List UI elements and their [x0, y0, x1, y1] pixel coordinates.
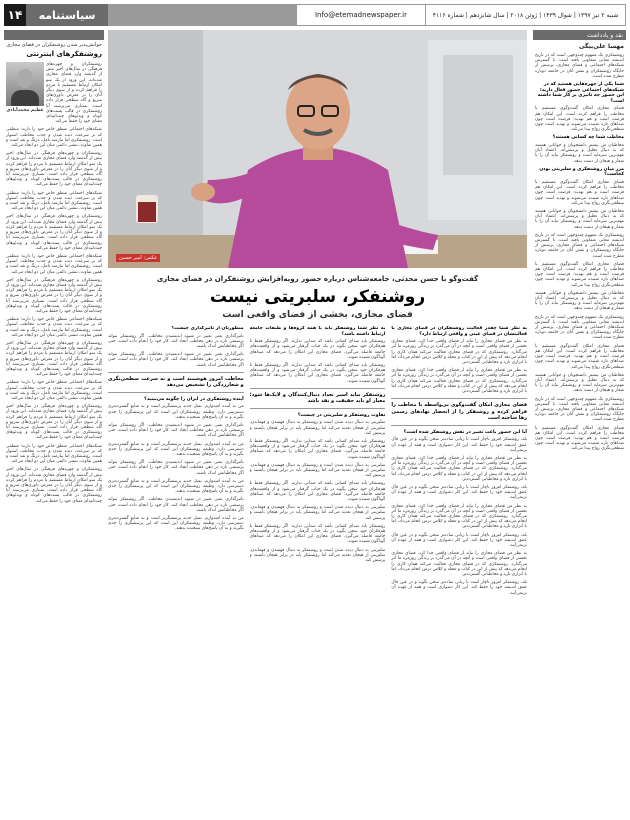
- author-photo: [6, 62, 44, 106]
- author-name: عظیم محمدآبادی: [6, 108, 44, 113]
- answer-3-cont: روشنفکر باید صدای کسانی باشد که صدایی ندارند. اگر روشنفکر فقط با هم‌فکران خود سخن بگوید در یک حباب گرفتار می‌شود و از واقعیت‌های جامعه فاصله می‌گیرد. فضای مجازی این امکان را می‌دهد که صداهای گوناگون شنیده شوند.: [249, 363, 386, 384]
- date-line: شنبه ۲ تیر ۱۳۹۷ | شوال ۱۴۳۹ | ژوئن ۲۰۱۸ | سال شانزدهم | شماره ۴۱۱۶: [426, 4, 626, 26]
- column-answer-2-repeat: مخاطبان من بیشتر دانشجویان و جوانانی هستند که به دنبال تحلیل و پرسش‌اند. اعتماد آنان مهم‌ترین سرمایه است و روشنفکر نباید آن را با شعار و هیجان از دست بدهد.: [535, 209, 624, 230]
- article-column-2: [250, 326, 386, 796]
- article-column-3: [108, 326, 244, 796]
- column-intro-repeat2: روشنفکری یک مفهوم چندوجهی است که در تاریخ اندیشه معانی متفاوتی یافته است. با گسترش شبکه‌های اجتماعی و فضای مجازی، پرسش از جایگاه روشنفکران و نقش آنان در جامعه دوباره مطرح شده است.: [535, 314, 624, 341]
- question-1: به نظر شما چقدر فعالیت روشنفکران در فضای مجازی با فعالیتشان در فضای عینی و واقعی ارتباط دارد؟: [391, 326, 527, 337]
- column-answer-1-repeat2: فضای مجازی امکان گفت‌وگوی مستقیم با مخاطب را فراهم کرده است. این امکان هم فرصت است و هم تهدید؛ فرصت است چون صداهای تازه شنیده می‌شوند و تهدید است چون سطحی‌نگری رواج پیدا می‌کند.: [535, 261, 624, 288]
- answer-2-cont6: بله، روشنفکر امروز ناچار است با زبانی ساده‌تر سخن بگوید و در عین حال عمق اندیشه خود را حفظ کند. این کار دشواری است و همه از عهده آن برنمی‌آیند.: [391, 580, 527, 596]
- side-body-2-repeat3: شبکه‌های اجتماعی منطق خاص خود را دارند؛ منطقی که بر سرعت، دیده شدن و جذب مخاطب استوار است. روشنفکری اما نیازمند تامل، درنگ و نقد است و همین تفاوت، تنشی دائمی میان این دو ایجاد می‌کند.: [6, 317, 102, 338]
- side-body-2-repeat4: شبکه‌های اجتماعی منطق خاص خود را دارند؛ منطقی که بر سرعت، دیده شدن و جذب مخاطب استوار است. روشنفکری اما نیازمند تامل، درنگ و نقد است و همین تفاوت، تنشی دائمی میان این دو ایجاد می‌کند.: [6, 380, 102, 401]
- answer-6-cont: تاثیرگذاری یعنی تغییر در شیوه اندیشیدن مخاطب. اگر روشنفکر بتواند پرسشی تازه در ذهن مخاطب ایجاد کند، کار خود را انجام داده است، حتی اگر مخاطبانش اندک باشند.: [108, 423, 244, 439]
- pull-quote-3: مخاطب امروز هوشمند است و به سرعت سطحی‌نگری و شعارزدگی را تشخیص می‌دهد: [108, 372, 244, 393]
- answer-1-cont: به نظر من فضای مجازی را نباید از فضای واقعی جدا کرد. فضای مجازی بخشی از فضای واقعی است و آنچه در آن می‌گذرد بر زندگی روزمره ما اثر می‌گذارد. روشنفکری که در فضای مجازی فعالیت می‌کند همان کاری را انجام می‌دهد که پیش از این در کتاب و مجله و کلاس درس انجام می‌داد، اما با ابزاری تازه و مخاطبانی گسترده‌تر.: [391, 368, 527, 395]
- question-3: به نظر شما روشنفکر باید با همه گروه‌ها و طبقات جامعه ارتباط داشته باشد؟: [249, 326, 386, 337]
- side-body-repeat4: روشنفکران و چهره‌های فرهنگی در سال‌های اخیر بیش از گذشته وارد فضای مجازی شده‌اند. این ورود از یک سو امکان ارتباط مستقیم با مردم را فراهم کرده و از سوی دیگر آنان را در معرض داوری‌های سریع و گاه سطحی قرار داده است. بسیاری می‌پرسند آیا روشنفکری در قالب پست‌های کوتاه و ویدئوهای چندثانیه‌ای معنای خود را حفظ می‌کند.: [6, 340, 102, 378]
- answer-5-cont: تاثیرگذاری یعنی تغییر در شیوه اندیشیدن مخاطب. اگر روشنفکر بتواند پرسشی تازه در ذهن مخاطب ایجاد کند، کار خود را انجام داده است، حتی اگر مخاطبانش اندک باشند.: [108, 352, 244, 368]
- column-intro-repeat3: روشنفکری یک مفهوم چندوجهی است که در تاریخ اندیشه معانی متفاوتی یافته است. با گسترش شبکه‌های اجتماعی و فضای مجازی، پرسش از جایگاه روشنفکران و نقش آنان در جامعه دوباره مطرح شده است.: [535, 396, 624, 423]
- answer-4-cont5: روشنفکر باید صدای کسانی باشد که صدایی ندارند. اگر روشنفکر فقط با هم‌فکران خود سخن بگوید در یک حباب گرفتار می‌شود و از واقعیت‌های جامعه فاصله می‌گیرد. فضای مجازی این امکان را می‌دهد که صداهای گوناگون شنیده شوند.: [249, 523, 386, 545]
- pull-quote-2: روشنفکر نباید اسیر تعداد دنبال‌کنندگان و لایک‌ها شود؛ معیار او باید حقیقت و نقد باشد: [250, 388, 386, 409]
- column-question-3: مرز میان روشنفکری و سلبریتی بودن کجاست؟: [539, 166, 624, 178]
- side-body: روشنفکران و چهره‌های فرهنگی در سال‌های اخیر بیش از گذشته وارد فضای مجازی شده‌اند. این ورود از یک سو امکان ارتباط مستقیم با مردم را فراهم کرده و از سوی دیگر آنان را در معرض داوری‌های سریع و گاه سطحی قرار داده است. بسیاری می‌پرسند آیا روشنفکری در قالب پست‌های کوتاه و ویدئوهای چندثانیه‌ای معنای خود را حفظ می‌کند.: [46, 62, 102, 125]
- section-title: سیاستنامه: [26, 4, 108, 26]
- column-label: نقد و یادداشت: [533, 30, 626, 40]
- interview-illustration: [108, 30, 527, 268]
- answer-6-cont5: تاثیرگذاری یعنی تغییر در شیوه اندیشیدن مخاطب. اگر روشنفکر بتواند پرسشی تازه در ذهن مخاطب ایجاد کند، کار خود را انجام داده است، حتی اگر مخاطبانش اندک باشند.: [108, 497, 244, 513]
- answer-6-cont3: تاثیرگذاری یعنی تغییر در شیوه اندیشیدن مخاطب. اگر روشنفکر بتواند پرسشی تازه در ذهن مخاطب ایجاد کند، کار خود را انجام داده است، حتی اگر مخاطبانش اندک باشند.: [108, 460, 244, 476]
- photo-credit: عکس: امیر حسین: [116, 254, 160, 262]
- side-kicker: خوانش‌پذیر شدن روشنفکران در فضای مجازی: [6, 42, 102, 48]
- answer-2-cont4: بله، روشنفکر امروز ناچار است با زبانی ساده‌تر سخن بگوید و در عین حال عمق اندیشه خود را حفظ کند. این کار دشواری است و همه از عهده آن برنمی‌آیند.: [391, 532, 527, 548]
- page-number: ۱۴: [4, 4, 26, 26]
- answer-6-cont6: من به آینده امیدوارم. نسل جدید پرسشگرتر است و به منابع گسترده‌تری دسترسی دارد. وظیفه روشنفکران این است که این پرسشگری را جدی بگیرند و به آن پاسخ‌های سنجیده بدهند.: [108, 516, 244, 532]
- column-answer-1-repeat: فضای مجازی امکان گفت‌وگوی مستقیم با مخاطب را فراهم کرده است. این امکان هم فرصت است و هم تهدید؛ فرصت است چون صداهای تازه شنیده می‌شوند و تهدید است چون سطحی‌نگری رواج پیدا می‌کند.: [535, 180, 624, 206]
- column-answer-2-repeat2: مخاطبان من بیشتر دانشجویان و جوانانی هستند که به دنبال تحلیل و پرسش‌اند. اعتماد آنان مهم‌ترین سرمایه است و روشنفکر نباید آن را با شعار و هیجان از دست بدهد.: [535, 290, 624, 312]
- answer-4-cont6: سلبریتی به دنبال دیده شدن است و روشنفکر به دنبال فهمیدن و فهماندن. سلبریتی از هیجان تغذیه می‌کند اما روشنفکر باید در برابر هیجان بایستد و پرسش کند.: [249, 547, 386, 564]
- column-intro: روشنفکری یک مفهوم چندوجهی است که در تاریخ اندیشه معانی متفاوتی یافته است. با گسترش شبکه‌های اجتماعی و فضای مجازی، پرسش از جایگاه روشنفکران و نقش آنان در جامعه دوباره مطرح شده است.: [535, 53, 624, 79]
- side-body-repeat: روشنفکران و چهره‌های فرهنگی در سال‌های اخیر بیش از گذشته وارد فضای مجازی شده‌اند. این ورود از یک سو امکان ارتباط مستقیم با مردم را فراهم کرده و از سوی دیگر آنان را در معرض داوری‌های سریع و گاه سطحی قرار داده است. بسیاری می‌پرسند آیا روشنفکری در قالب پست‌های کوتاه و ویدئوهای چندثانیه‌ای معنای خود را حفظ می‌کند.: [6, 151, 102, 188]
- masthead: [4, 4, 626, 26]
- question-2: آیا این حضور باعث تغییر در نقش روشنفکر شده است؟: [403, 429, 527, 435]
- pull-quote-1: فضای مجازی امکان گفت‌وگوی بی‌واسطه با مخاطب را فراهم کرده و روشنفکر را از انحصار نهادهای رسمی رها ساخته است: [391, 398, 527, 426]
- column-question-1: شما یکی از چهره‌هایی هستید که در شبکه‌های اجتماعی حضور فعال دارید؛ این حضور چه تاثیری بر کار شما داشته است؟: [537, 82, 624, 104]
- answer-2-cont5: به نظر من فضای مجازی را نباید از فضای واقعی جدا کرد. فضای مجازی بخشی از فضای واقعی است و آنچه در آن می‌گذرد بر زندگی روزمره ما اثر می‌گذارد. روشنفکری که در فضای مجازی فعالیت می‌کند همان کاری را انجام می‌دهد که پیش از این در کتاب و مجله و کلاس درس انجام می‌داد، اما با ابزاری تازه و مخاطبانی گسترده‌تر.: [391, 551, 527, 577]
- answer-2-cont: به نظر من فضای مجازی را نباید از فضای واقعی جدا کرد. فضای مجازی بخشی از فضای واقعی است و آنچه در آن می‌گذرد بر زندگی روزمره ما اثر می‌گذارد. روشنفکری که در فضای مجازی فعالیت می‌کند همان کاری را انجام می‌دهد که پیش از این در کتاب و مجله و کلاس درس انجام می‌داد، اما با ابزاری تازه و مخاطبانی گسترده‌تر.: [391, 455, 527, 482]
- answer-2: بله، روشنفکر امروز ناچار است با زبانی ساده‌تر سخن بگوید و در عین حال عمق اندیشه خود را حفظ کند. این کار دشواری است و همه از عهده آن برنمی‌آیند.: [391, 437, 527, 453]
- answer-5: تاثیرگذاری یعنی تغییر در شیوه اندیشیدن مخاطب. اگر روشنفکر بتواند پرسشی تازه در ذهن مخاطب ایجاد کند، کار خود را انجام داده است، حتی اگر مخاطبانش اندک باشند.: [108, 333, 244, 349]
- main-article: [108, 30, 527, 816]
- question-5: منظورتان از تاثیرگذاری چیست؟: [171, 326, 244, 331]
- answer-4-cont2: سلبریتی به دنبال دیده شدن است و روشنفکر به دنبال فهمیدن و فهماندن. سلبریتی از هیجان تغذیه می‌کند اما روشنفکر باید در برابر هیجان بایستد و پرسش کند.: [249, 462, 386, 479]
- side-body-repeat5: روشنفکران و چهره‌های فرهنگی در سال‌های اخیر بیش از گذشته وارد فضای مجازی شده‌اند. این ورود از یک سو امکان ارتباط مستقیم با مردم را فراهم کرده و از سوی دیگر آنان را در معرض داوری‌های سریع و گاه سطحی قرار داده است. بسیاری می‌پرسند آیا روشنفکری در قالب پست‌های کوتاه و ویدئوهای چندثانیه‌ای معنای خود را حفظ می‌کند.: [6, 404, 102, 441]
- article-column-1: [391, 326, 527, 796]
- article-subhead: فضای مجازی، بخشی از فضای واقعی است: [222, 310, 413, 320]
- answer-3: روشنفکر باید صدای کسانی باشد که صدایی ندارند. اگر روشنفکر فقط با هم‌فکران خود سخن بگوید در یک حباب گرفتار می‌شود و از واقعیت‌های جامعه فاصله می‌گیرد. فضای مجازی این امکان را می‌دهد که صداهای گوناگون شنیده شوند.: [249, 339, 386, 360]
- article-kicker: گفت‌وگو با حسن محدثی، جامعه‌شناس درباره حضور روبه‌افزایش روشنفکران در فضای مجازی: [156, 275, 479, 283]
- side-article: [4, 30, 104, 816]
- answer-4-cont4: سلبریتی به دنبال دیده شدن است و روشنفکر به دنبال فهمیدن و فهماندن. سلبریتی از هیجان تغذیه می‌کند اما روشنفکر باید در برابر هیجان بایستد و پرسش کند.: [249, 505, 386, 521]
- question-6: آینده روشنفکری در ایران را چگونه می‌بینید؟: [144, 396, 244, 402]
- article-headline: روشنفکر، سلبریتی نیست: [209, 287, 426, 307]
- answer-2-cont3: به نظر من فضای مجازی را نباید از فضای واقعی جدا کرد. فضای مجازی بخشی از فضای واقعی است و آنچه در آن می‌گذرد بر زندگی روزمره ما اثر می‌گذارد. روشنفکری که در فضای مجازی فعالیت می‌کند همان کاری را انجام می‌دهد که پیش از این در کتاب و مجله و کلاس درس انجام می‌داد، اما با ابزاری تازه و مخاطبانی گسترده‌تر.: [391, 503, 527, 530]
- answer-6-cont2: من به آینده امیدوارم. نسل جدید پرسشگرتر است و به منابع گسترده‌تری دسترسی دارد. وظیفه روشنفکران این است که این پرسشگری را جدی بگیرند و به آن پاسخ‌های سنجیده بدهند.: [108, 441, 244, 458]
- answer-6-cont4: من به آینده امیدوارم. نسل جدید پرسشگرتر است و به منابع گسترده‌تری دسترسی دارد. وظیفه روشنفکران این است که این پرسشگری را جدی بگیرند و به آن پاسخ‌های سنجیده بدهند.: [108, 478, 244, 495]
- answer-2-cont2: بله، روشنفکر امروز ناچار است با زبانی ساده‌تر سخن بگوید و در عین حال عمق اندیشه خود را حفظ کند. این کار دشواری است و همه از عهده آن برنمی‌آیند.: [391, 484, 527, 501]
- side-body-2-repeat: شبکه‌های اجتماعی منطق خاص خود را دارند؛ منطقی که بر سرعت، دیده شدن و جذب مخاطب استوار است. روشنفکری اما نیازمند تامل، درنگ و نقد است و همین تفاوت، تنشی دائمی میان این دو ایجاد می‌کند.: [6, 190, 102, 212]
- answer-1: به نظر من فضای مجازی را نباید از فضای واقعی جدا کرد. فضای مجازی بخشی از فضای واقعی است و آنچه در آن می‌گذرد بر زندگی روزمره ما اثر می‌گذارد. روشنفکری که در فضای مجازی فعالیت می‌کند همان کاری را انجام می‌دهد که پیش از این در کتاب و مجله و کلاس درس انجام می‌داد، اما با ابزاری تازه و مخاطبانی گسترده‌تر.: [391, 339, 527, 365]
- masthead-bar: [108, 4, 296, 26]
- column-answer-1: فضای مجازی امکان گفت‌وگوی مستقیم با مخاطب را فراهم کرده است. این امکان هم فرصت است و هم تهدید؛ فرصت است چون صداهای تازه شنیده می‌شوند و تهدید است چون سطحی‌نگری رواج پیدا می‌کند.: [535, 106, 624, 133]
- answer-4-cont3: روشنفکر باید صدای کسانی باشد که صدایی ندارند. اگر روشنفکر فقط با هم‌فکران خود سخن بگوید در یک حباب گرفتار می‌شود و از واقعیت‌های جامعه فاصله می‌گیرد. فضای مجازی این امکان را می‌دهد که صداهای گوناگون شنیده شوند.: [249, 481, 386, 503]
- column-intro-repeat: روشنفکری یک مفهوم چندوجهی است که در تاریخ اندیشه معانی متفاوتی یافته است. با گسترش شبکه‌های اجتماعی و فضای مجازی، پرسش از جایگاه روشنفکران و نقش آنان در جامعه دوباره مطرح شده است.: [535, 232, 624, 259]
- opinion-column: [533, 30, 626, 816]
- side-body-2-repeat5: شبکه‌های اجتماعی منطق خاص خود را دارند؛ منطقی که بر سرعت، دیده شدن و جذب مخاطب استوار است. روشنفکری اما نیازمند تامل، درنگ و نقد است و همین تفاوت، تنشی دائمی میان این دو ایجاد می‌کند.: [6, 443, 102, 465]
- article-body: [108, 326, 527, 796]
- side-body-2: شبکه‌های اجتماعی منطق خاص خود را دارند؛ منطقی که بر سرعت، دیده شدن و جذب مخاطب استوار است. روشنفکری اما نیازمند تامل، درنگ و نقد است و همین تفاوت، تنشی دائمی میان این دو ایجاد می‌کند.: [6, 127, 102, 149]
- side-body-repeat6: روشنفکران و چهره‌های فرهنگی در سال‌های اخیر بیش از گذشته وارد فضای مجازی شده‌اند. این ورود از یک سو امکان ارتباط مستقیم با مردم را فراهم کرده و از سوی دیگر آنان را در معرض داوری‌های سریع و گاه سطحی قرار داده است. بسیاری می‌پرسند آیا روشنفکری در قالب پست‌های کوتاه و ویدئوهای چندثانیه‌ای معنای خود را حفظ می‌کند.: [6, 467, 102, 504]
- answer-6: من به آینده امیدوارم. نسل جدید پرسشگرتر است و به منابع گسترده‌تری دسترسی دارد. وظیفه روشنفکران این است که این پرسشگری را جدی بگیرند و به آن پاسخ‌های سنجیده بدهند.: [108, 404, 244, 420]
- answer-4: سلبریتی به دنبال دیده شدن است و روشنفکر به دنبال فهمیدن و فهماندن. سلبریتی از هیجان تغذیه می‌کند اما روشنفکر باید در برابر هیجان بایستد و پرسش کند.: [249, 420, 386, 436]
- side-body-repeat2: روشنفکران و چهره‌های فرهنگی در سال‌های اخیر بیش از گذشته وارد فضای مجازی شده‌اند. این ورود از یک سو امکان ارتباط مستقیم با مردم را فراهم کرده و از سوی دیگر آنان را در معرض داوری‌های سریع و گاه سطحی قرار داده است. بسیاری می‌پرسند آیا روشنفکری در قالب پست‌های کوتاه و ویدئوهای چندثانیه‌ای معنای خود را حفظ می‌کند.: [6, 214, 102, 251]
- contact-email[interactable]: Info@etemadnewspaper.ir: [296, 4, 426, 26]
- side-title: روشنفکرهای اینترنتی: [26, 50, 102, 58]
- side-body-2-repeat2: شبکه‌های اجتماعی منطق خاص خود را دارند؛ منطقی که بر سرعت، دیده شدن و جذب مخاطب استوار است. روشنفکری اما نیازمند تامل، درنگ و نقد است و همین تفاوت، تنشی دائمی میان این دو ایجاد می‌کند.: [6, 253, 102, 275]
- column-question-2: مخاطب شما چه کسانی هستند؟: [552, 135, 624, 141]
- column-author: مهسا علی‌بیگی: [578, 43, 624, 50]
- interview-photo: [108, 30, 527, 268]
- answer-4-cont: روشنفکر باید صدای کسانی باشد که صدایی ندارند. اگر روشنفکر فقط با هم‌فکران خود سخن بگوید در یک حباب گرفتار می‌شود و از واقعیت‌های جامعه فاصله می‌گیرد. فضای مجازی این امکان را می‌دهد که صداهای گوناگون شنیده شوند.: [249, 439, 386, 460]
- question-4: تفاوت روشنفکر و سلبریتی در چیست؟: [297, 412, 386, 418]
- side-label: [4, 30, 104, 40]
- side-body-repeat3: روشنفکران و چهره‌های فرهنگی در سال‌های اخیر بیش از گذشته وارد فضای مجازی شده‌اند. این ورود از یک سو امکان ارتباط مستقیم با مردم را فراهم کرده و از سوی دیگر آنان را در معرض داوری‌های سریع و گاه سطحی قرار داده است. بسیاری می‌پرسند آیا روشنفکری در قالب پست‌های کوتاه و ویدئوهای چندثانیه‌ای معنای خود را حفظ می‌کند.: [6, 277, 102, 314]
- column-answer-1-repeat3: فضای مجازی امکان گفت‌وگوی مستقیم با مخاطب را فراهم کرده است. این امکان هم فرصت است و هم تهدید؛ فرصت است چون صداهای تازه شنیده می‌شوند و تهدید است چون سطحی‌نگری رواج پیدا می‌کند.: [535, 343, 624, 370]
- column-answer-2-repeat3: مخاطبان من بیشتر دانشجویان و جوانانی هستند که به دنبال تحلیل و پرسش‌اند. اعتماد آنان مهم‌ترین سرمایه است و روشنفکر نباید آن را با شعار و هیجان از دست بدهد.: [535, 372, 624, 394]
- column-answer-2: مخاطبان من بیشتر دانشجویان و جوانانی هستند که به دنبال تحلیل و پرسش‌اند. اعتماد آنان مهم‌ترین سرمایه است و روشنفکر نباید آن را با شعار و هیجان از دست بدهد.: [535, 143, 624, 164]
- column-answer-1-repeat4: فضای مجازی امکان گفت‌وگوی مستقیم با مخاطب را فراهم کرده است. این امکان هم فرصت است و هم تهدید؛ فرصت است چون صداهای تازه شنیده می‌شوند و تهدید است چون سطحی‌نگری رواج پیدا می‌کند.: [535, 425, 624, 452]
